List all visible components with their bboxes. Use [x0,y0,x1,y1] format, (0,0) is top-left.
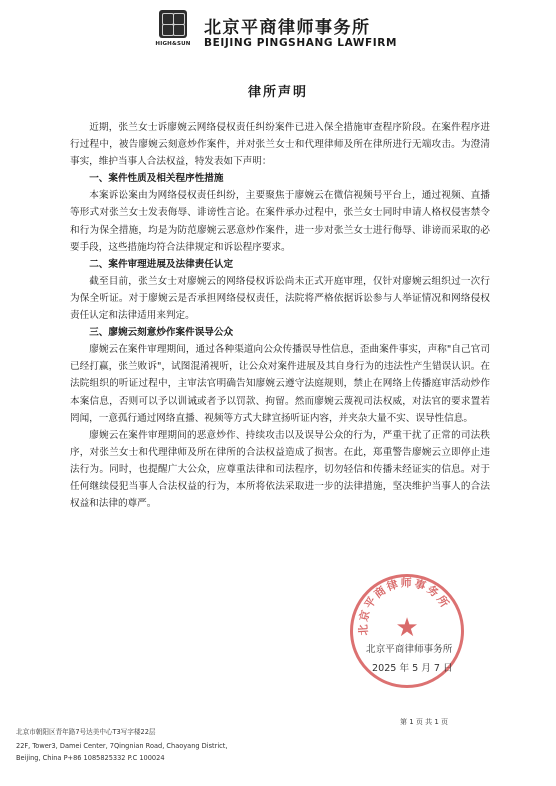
signature-date: 2025 年 5 月 7 日 [372,663,453,674]
section-paragraph: 本案诉讼案由为网络侵权责任纠纷，主要聚焦于廖婉云在微信视频号平台上，通过视频、直播等形式对张兰女士发表侮辱、诽谤性言论。在案件承办过程中，张兰女士同时申请人格权侵害禁令和行为保全措施，均是为防范廖婉云恶意炒作案件，进一步对张兰女士进行侮辱、诽谤而采取的必要手段，这些措施均符合法律规定和诉讼程序要求。 [70,190,490,253]
firm-logo [155,10,191,56]
letterhead [0,0,556,60]
firm-name-cn: 北京平商律师事务所 [204,18,371,38]
section-paragraph: 廖婉云在案件审理期间的恶意炒作、持续攻击以及误导公众的行为，严重干扰了正常的司法秩序，对张兰女士和代理律师及所在律所的合法权益造成了损害。在此，郑重警告廖婉云立即停止违法行为。同时，也提醒广大公众，应尊重法律和司法程序，切勿轻信和传播未经证实的信息。对于任何继续侵犯当事人合法权益的行为，本所将依法采取进一步的法律措施，坚决维护当事人的合法权益和法律的尊严。 [70,429,490,510]
seal-star-icon: ★ [395,613,419,643]
section-paragraph: 截至目前，张兰女士对廖婉云的网络侵权诉讼尚未正式开庭审理，仅针对廖婉云组织过一次行为保全听证。对于廖婉云是否承担网络侵权责任，法院将严格依据诉讼参与人举证情况和网络侵权责任认定和法律适用来判定。 [70,275,490,322]
logo-mark-icon [159,10,187,38]
section-heading: 三、廖婉云刻意炒作案件误导公众 [89,327,234,339]
signature-name: 北京平商律师事务所 [366,644,453,655]
seal-text: 北京平商律师事务所 [356,577,453,636]
page-number: 第 1 页 共 1 页 [400,718,449,726]
footer-address-cn: 北京市朝阳区青年路7号达美中心T3写字楼22层 [16,728,156,736]
footer-address-en-line2: Beijing, China P+86 1085825332 P.C 100024 [16,754,165,762]
section-heading: 二、案件审理进展及法律责任认定 [89,258,234,270]
section-paragraph: 廖婉云在案件审理期间，通过各种渠道向公众传播误导性信息，歪曲案件事实，声称"自己官司已经打赢，张兰败诉"，试图混淆视听，让公众对案件进展及其自身行为的违法性产生错误认识。在法院组织的听证过程中，主审法官明确告知廖婉云遵守法庭规则，禁止在网络上传播庭审活动炒作本案信息，否则可以予以训诫或者予以罚款、拘留。然而廖婉云蔑视司法权威，对法官的要求置若罔闻，一意孤行通过网络直播、视频等方式大肆宣扬听证内容，并夹杂大量不实、误导性信息。 [70,344,490,424]
document-title: 律所声明 [247,85,308,100]
section-heading: 一、案件性质及相关程序性措施 [89,173,224,185]
logo-text: HIGH&SUN [155,41,191,47]
footer-address-en-line1: 22F, Tower3, Damei Center, 7Qingnian Road, Chaoyang District, [16,742,228,750]
statement-body [70,119,490,512]
footer-address-en [16,740,316,764]
intro-paragraph: 近期，张兰女士诉廖婉云网络侵权责任纠纷案件已进入保全措施审查程序阶段。在案件程序进行过程中，被告廖婉云刻意炒作案件，并对张兰女士和代理律师及所在律所进行无端攻击。为澄清事实，维护当事人合法权益，特发表如下声明： [70,122,490,168]
firm-name-en: BEIJING PINGSHANG LAWFIRM [204,37,398,49]
